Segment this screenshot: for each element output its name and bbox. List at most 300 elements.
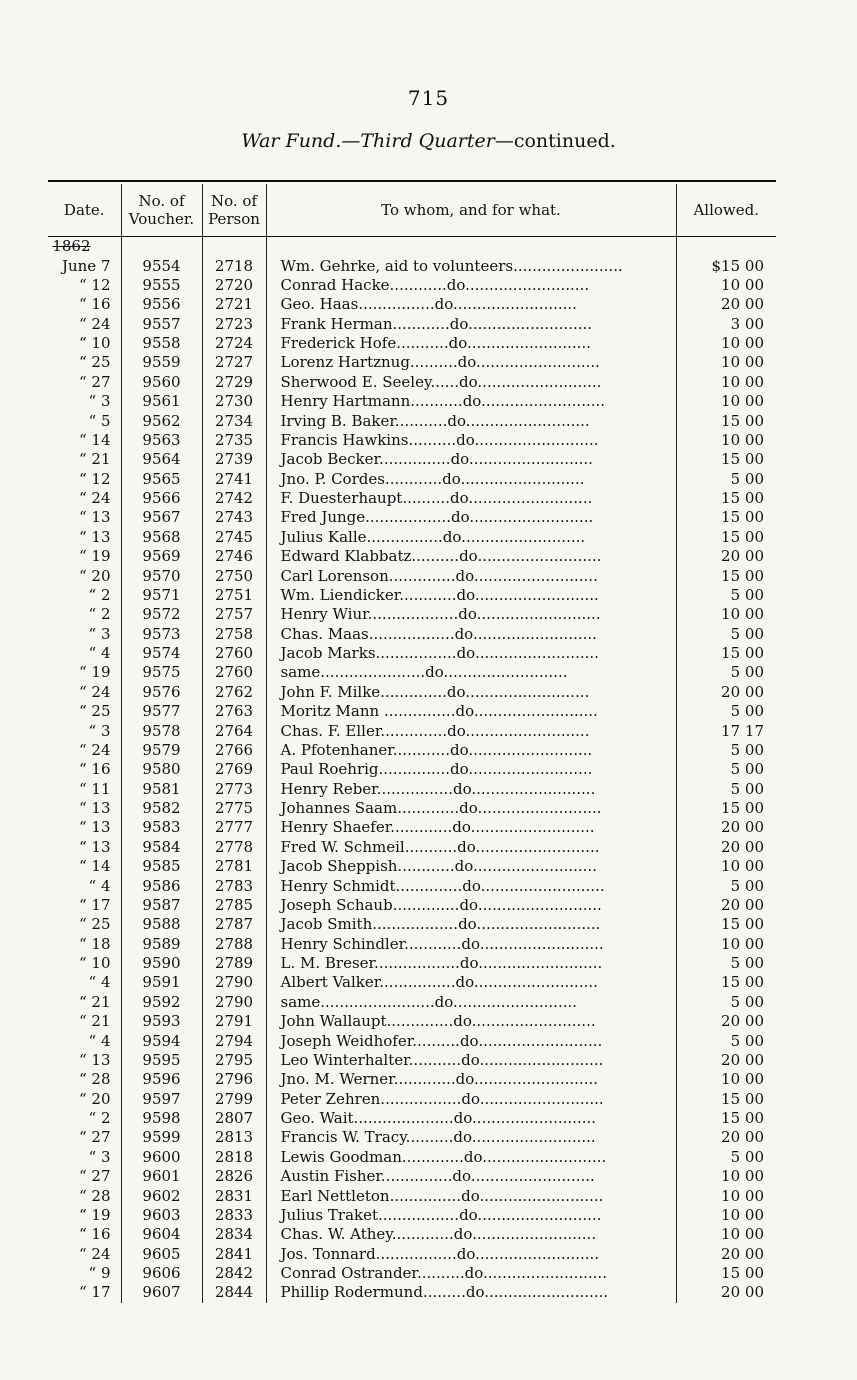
row-recipient: Albert Valker................do.......................... <box>266 973 676 992</box>
row-person-number: 2760 <box>202 663 266 682</box>
row-recipient: Henry Shaefer.............do.......................... <box>266 818 676 837</box>
row-amount-allowed: 10 00 <box>721 1225 764 1244</box>
row-voucher-number: 9568 <box>121 528 202 547</box>
ledger-row <box>48 818 776 837</box>
row-date: “ 17 <box>48 1283 121 1302</box>
row-recipient: Edward Klabbatz..........do.......................... <box>266 547 676 566</box>
row-voucher-number: 9565 <box>121 470 202 489</box>
row-person-number: 2762 <box>202 683 266 702</box>
row-voucher-number: 9601 <box>121 1167 202 1186</box>
row-person-number: 2788 <box>202 935 266 954</box>
row-voucher-number: 9599 <box>121 1128 202 1147</box>
row-amount-allowed: 20 00 <box>721 547 764 566</box>
row-recipient: Joseph Weidhofer..........do.......................... <box>266 1031 676 1050</box>
row-date: “ 13 <box>48 818 121 837</box>
row-voucher-number: 9569 <box>121 547 202 566</box>
ledger-row <box>48 1206 776 1225</box>
row-recipient: same........................do.......................... <box>266 993 676 1012</box>
row-recipient: Henry Wiur...................do.......................... <box>266 605 676 624</box>
row-recipient: Sherwood E. Seeley......do.......................... <box>266 373 676 392</box>
row-person-number: 2833 <box>202 1206 266 1225</box>
row-voucher-number: 9582 <box>121 799 202 818</box>
row-person-number: 2842 <box>202 1264 266 1283</box>
ledger-row <box>48 973 776 992</box>
row-recipient: Jno. M. Werner.............do.......................... <box>266 1070 676 1089</box>
row-person-number: 2778 <box>202 838 266 857</box>
row-voucher-number: 9570 <box>121 566 202 585</box>
row-date: “ 13 <box>48 508 121 527</box>
row-date: “ 16 <box>48 295 121 314</box>
ledger-row <box>48 586 776 605</box>
row-amount-allowed: 15 00 <box>721 1109 764 1128</box>
row-recipient: Jos. Tonnard.................do.......................... <box>266 1245 676 1264</box>
row-amount-allowed: 20 00 <box>721 818 764 837</box>
row-person-number: 2727 <box>202 353 266 372</box>
row-recipient: Jacob Becker...............do.......................... <box>266 450 676 469</box>
row-person-number: 2789 <box>202 954 266 973</box>
row-date: “ 19 <box>48 1206 121 1225</box>
row-amount-allowed: 5 00 <box>730 585 764 604</box>
row-date: “ 3 <box>48 1148 121 1167</box>
row-amount-allowed: 10 00 <box>721 857 764 876</box>
row-date: “ 3 <box>48 392 121 411</box>
ledger-row <box>48 1051 776 1070</box>
row-amount-allowed: 5 00 <box>730 740 764 759</box>
row-recipient: Frederick Hofe...........do.......................... <box>266 334 676 353</box>
row-recipient: Johannes Saam.............do.......................... <box>266 799 676 818</box>
row-voucher-number: 9579 <box>121 741 202 760</box>
header-person: No. of Person <box>202 184 266 237</box>
row-amount-allowed: 5 00 <box>730 702 764 721</box>
row-amount-allowed: 15 00 <box>721 1264 764 1283</box>
ledger-row <box>48 683 776 702</box>
row-voucher-number: 9566 <box>121 489 202 508</box>
row-person-number: 2750 <box>202 566 266 585</box>
row-amount-allowed: 5 00 <box>730 954 764 973</box>
row-recipient: Julius Traket.................do.......................... <box>266 1206 676 1225</box>
row-date: “ 17 <box>48 896 121 915</box>
row-voucher-number: 9605 <box>121 1245 202 1264</box>
row-amount-allowed: 20 00 <box>721 1244 764 1263</box>
row-date: “ 27 <box>48 373 121 392</box>
row-voucher-number: 9564 <box>121 450 202 469</box>
row-date: June 7 <box>48 256 121 275</box>
row-amount-allowed: 5 00 <box>730 624 764 643</box>
ledger-row <box>48 353 776 372</box>
row-date: “ 19 <box>48 547 121 566</box>
row-date: “ 2 <box>48 1109 121 1128</box>
row-person-number: 2743 <box>202 508 266 527</box>
row-date: “ 10 <box>48 334 121 353</box>
row-voucher-number: 9606 <box>121 1264 202 1283</box>
row-voucher-number: 9575 <box>121 663 202 682</box>
row-amount-allowed: 20 00 <box>721 1012 764 1031</box>
row-amount-allowed: 20 00 <box>721 1283 764 1302</box>
row-person-number: 2807 <box>202 1109 266 1128</box>
row-voucher-number: 9587 <box>121 896 202 915</box>
row-amount-allowed: 5 00 <box>730 663 764 682</box>
row-person-number: 2730 <box>202 392 266 411</box>
row-voucher-number: 9603 <box>121 1206 202 1225</box>
row-recipient: Geo. Haas................do.......................... <box>266 295 676 314</box>
row-person-number: 2841 <box>202 1245 266 1264</box>
row-person-number: 2773 <box>202 780 266 799</box>
row-amount-allowed: 10 00 <box>721 1167 764 1186</box>
ledger-row <box>48 1283 776 1302</box>
row-recipient: Chas. W. Athey.............do.......................... <box>266 1225 676 1244</box>
row-voucher-number: 9586 <box>121 876 202 895</box>
ledger-row <box>48 295 776 314</box>
row-amount-allowed: 5 00 <box>730 469 764 488</box>
row-voucher-number: 9571 <box>121 586 202 605</box>
row-voucher-number: 9593 <box>121 1012 202 1031</box>
row-date: “ 14 <box>48 857 121 876</box>
page-title-continued: —continued. <box>494 130 616 152</box>
row-date: “ 24 <box>48 741 121 760</box>
row-amount-allowed: 15 00 <box>721 508 764 527</box>
row-amount-allowed: 20 00 <box>721 1128 764 1147</box>
row-recipient: Irving B. Baker...........do.......................... <box>266 411 676 430</box>
row-date: “ 14 <box>48 431 121 450</box>
top-rule <box>48 180 776 182</box>
row-recipient: Henry Schmidt..............do.......................... <box>266 876 676 895</box>
row-date: “ 20 <box>48 566 121 585</box>
page-title <box>0 130 857 152</box>
row-amount-allowed: 15 00 <box>721 566 764 585</box>
row-person-number: 2790 <box>202 993 266 1012</box>
row-voucher-number: 9572 <box>121 605 202 624</box>
row-amount-allowed: 15 00 <box>721 1089 764 1108</box>
ledger-row <box>48 605 776 624</box>
row-voucher-number: 9577 <box>121 702 202 721</box>
row-date: “ 12 <box>48 470 121 489</box>
ledger-row <box>48 1128 776 1147</box>
row-amount-allowed: 15 00 <box>721 644 764 663</box>
row-person-number: 2783 <box>202 876 266 895</box>
row-date: “ 13 <box>48 838 121 857</box>
row-voucher-number: 9560 <box>121 373 202 392</box>
row-person-number: 2718 <box>202 256 266 275</box>
ledger-row <box>48 702 776 721</box>
row-recipient: Lorenz Hartznug..........do.......................... <box>266 353 676 372</box>
row-amount-allowed: 10 00 <box>721 353 764 372</box>
row-date: “ 21 <box>48 993 121 1012</box>
row-amount-allowed: 5 00 <box>730 779 764 798</box>
ledger-row <box>48 528 776 547</box>
ledger-row <box>48 1148 776 1167</box>
row-person-number: 2751 <box>202 586 266 605</box>
row-amount-allowed: 20 00 <box>721 1050 764 1069</box>
row-date: “ 11 <box>48 780 121 799</box>
row-voucher-number: 9595 <box>121 1051 202 1070</box>
row-recipient: Francis Hawkins..........do.......................... <box>266 431 676 450</box>
row-amount-allowed: 15 00 <box>721 450 764 469</box>
row-voucher-number: 9600 <box>121 1148 202 1167</box>
row-person-number: 2834 <box>202 1225 266 1244</box>
row-date: “ 27 <box>48 1167 121 1186</box>
row-person-number: 2764 <box>202 721 266 740</box>
row-voucher-number: 9590 <box>121 954 202 973</box>
row-date: “ 18 <box>48 935 121 954</box>
ledger-row <box>48 1070 776 1089</box>
ledger-row <box>48 276 776 295</box>
year-label: 1862 <box>52 237 91 256</box>
row-amount-allowed: 10 00 <box>721 392 764 411</box>
row-person-number: 2734 <box>202 411 266 430</box>
page-number: 715 <box>407 86 450 110</box>
row-amount-allowed: 5 00 <box>730 760 764 779</box>
row-person-number: 2760 <box>202 644 266 663</box>
row-recipient: Geo. Wait.....................do.......................... <box>266 1109 676 1128</box>
row-voucher-number: 9576 <box>121 683 202 702</box>
row-person-number: 2769 <box>202 760 266 779</box>
row-date: “ 2 <box>48 586 121 605</box>
row-amount-allowed: 10 00 <box>721 1205 764 1224</box>
row-amount-allowed: 3 00 <box>730 314 764 333</box>
ledger-row <box>48 373 776 392</box>
row-amount-allowed: 15 00 <box>721 527 764 546</box>
row-date: “ 4 <box>48 876 121 895</box>
ledger-table <box>48 184 776 1303</box>
row-voucher-number: 9591 <box>121 973 202 992</box>
row-date: “ 24 <box>48 1245 121 1264</box>
ledger-row <box>48 857 776 876</box>
row-recipient: Francis W. Tracy..........do.......................... <box>266 1128 676 1147</box>
page-title-fund: War Fund.—Third Quarter <box>241 130 495 152</box>
row-recipient: Phillip Rodermund.........do.......................... <box>266 1283 676 1302</box>
row-date: “ 5 <box>48 411 121 430</box>
year-cell <box>48 237 121 257</box>
row-date: “ 13 <box>48 799 121 818</box>
row-date: “ 4 <box>48 644 121 663</box>
row-person-number: 2763 <box>202 702 266 721</box>
row-recipient: Fred Junge..................do.......................... <box>266 508 676 527</box>
row-amount-allowed: 20 00 <box>721 682 764 701</box>
row-voucher-number: 9559 <box>121 353 202 372</box>
row-voucher-number: 9583 <box>121 818 202 837</box>
row-voucher-number: 9558 <box>121 334 202 353</box>
row-voucher-number: 9585 <box>121 857 202 876</box>
row-recipient: Henry Schindler............do.......................... <box>266 935 676 954</box>
row-date: “ 21 <box>48 450 121 469</box>
row-voucher-number: 9604 <box>121 1225 202 1244</box>
row-date: “ 16 <box>48 1225 121 1244</box>
ledger-row <box>48 780 776 799</box>
ledger-row <box>48 954 776 973</box>
row-recipient: Conrad Ostrander..........do.......................... <box>266 1264 676 1283</box>
ledger-row <box>48 625 776 644</box>
header-voucher: No. of Voucher. <box>121 184 202 237</box>
row-date: “ 16 <box>48 760 121 779</box>
row-date: “ 13 <box>48 1051 121 1070</box>
row-recipient: same......................do.......................... <box>266 663 676 682</box>
row-date: “ 25 <box>48 702 121 721</box>
ledger-row <box>48 1012 776 1031</box>
row-amount-allowed: $15 00 <box>711 256 764 275</box>
row-recipient: Paul Roehrig...............do.......................... <box>266 760 676 779</box>
row-date: “ 3 <box>48 721 121 740</box>
ledger-row <box>48 547 776 566</box>
row-recipient: Wm. Liendicker............do.......................... <box>266 586 676 605</box>
row-recipient: Joseph Schaub..............do.......................... <box>266 896 676 915</box>
row-date: “ 25 <box>48 915 121 934</box>
row-recipient: Chas. F. Eller..............do.......................... <box>266 721 676 740</box>
row-person-number: 2844 <box>202 1283 266 1302</box>
row-date: “ 10 <box>48 954 121 973</box>
row-recipient: Conrad Hacke............do.......................... <box>266 276 676 295</box>
row-date: “ 19 <box>48 663 121 682</box>
ledger-row <box>48 256 776 275</box>
ledger-body <box>48 237 776 1303</box>
ledger-row <box>48 1167 776 1186</box>
ledger-row <box>48 1225 776 1244</box>
ledger-row <box>48 741 776 760</box>
row-person-number: 2794 <box>202 1031 266 1050</box>
row-recipient: Peter Zehren.................do.......................... <box>266 1090 676 1109</box>
row-amount-allowed: 5 00 <box>730 992 764 1011</box>
row-voucher-number: 9578 <box>121 721 202 740</box>
ledger-row <box>48 760 776 779</box>
ledger-row <box>48 935 776 954</box>
row-amount-allowed: 5 00 <box>730 1031 764 1050</box>
ledger-row <box>48 644 776 663</box>
row-recipient: Wm. Gehrke, aid to volunteers....................... <box>266 256 676 275</box>
row-person-number: 2757 <box>202 605 266 624</box>
row-voucher-number: 9567 <box>121 508 202 527</box>
year-row <box>48 237 776 257</box>
row-recipient: Jno. P. Cordes............do.......................... <box>266 470 676 489</box>
row-recipient: Frank Herman............do.......................... <box>266 315 676 334</box>
row-person-number: 2720 <box>202 276 266 295</box>
row-amount-allowed: 20 00 <box>721 895 764 914</box>
row-voucher-number: 9581 <box>121 780 202 799</box>
row-recipient: Earl Nettleton...............do.......................... <box>266 1186 676 1205</box>
row-recipient: F. Duesterhaupt..........do.......................... <box>266 489 676 508</box>
row-date: “ 25 <box>48 353 121 372</box>
row-person-number: 2775 <box>202 799 266 818</box>
ledger-row <box>48 1109 776 1128</box>
row-recipient: Julius Kalle................do.......................... <box>266 528 676 547</box>
row-person-number: 2739 <box>202 450 266 469</box>
row-date: “ 13 <box>48 528 121 547</box>
row-recipient: John F. Milke..............do.......................... <box>266 683 676 702</box>
ledger-row <box>48 566 776 585</box>
ledger-row <box>48 431 776 450</box>
row-date: “ 4 <box>48 973 121 992</box>
row-recipient: John Wallaupt..............do.......................... <box>266 1012 676 1031</box>
row-amount-allowed: 20 00 <box>721 837 764 856</box>
row-amount-allowed: 10 00 <box>721 1186 764 1205</box>
row-date: “ 27 <box>48 1128 121 1147</box>
row-voucher-number: 9598 <box>121 1109 202 1128</box>
ledger-row <box>48 470 776 489</box>
row-recipient: Jacob Smith..................do.......................... <box>266 915 676 934</box>
ledger-row <box>48 1031 776 1050</box>
row-voucher-number: 9602 <box>121 1186 202 1205</box>
row-amount-allowed: 10 00 <box>721 275 764 294</box>
row-person-number: 2818 <box>202 1148 266 1167</box>
row-person-number: 2787 <box>202 915 266 934</box>
row-person-number: 2745 <box>202 528 266 547</box>
row-voucher-number: 9563 <box>121 431 202 450</box>
row-recipient: L. M. Breser..................do.......................... <box>266 954 676 973</box>
row-date: “ 2 <box>48 605 121 624</box>
row-voucher-number: 9555 <box>121 276 202 295</box>
ledger-row <box>48 721 776 740</box>
row-amount-allowed: 15 00 <box>721 973 764 992</box>
ledger-row <box>48 315 776 334</box>
row-date: “ 28 <box>48 1070 121 1089</box>
row-person-number: 2742 <box>202 489 266 508</box>
row-amount-allowed: 15 00 <box>721 799 764 818</box>
row-date: “ 3 <box>48 625 121 644</box>
header-allowed: Allowed. <box>676 184 776 237</box>
ledger-row <box>48 1090 776 1109</box>
row-amount-allowed: 15 00 <box>721 489 764 508</box>
row-date: “ 28 <box>48 1186 121 1205</box>
row-person-number: 2729 <box>202 373 266 392</box>
row-voucher-number: 9607 <box>121 1283 202 1302</box>
ledger-row <box>48 915 776 934</box>
row-amount-allowed: 10 00 <box>721 605 764 624</box>
row-voucher-number: 9589 <box>121 935 202 954</box>
row-voucher-number: 9594 <box>121 1031 202 1050</box>
row-amount-allowed: 10 00 <box>721 1070 764 1089</box>
row-voucher-number: 9556 <box>121 295 202 314</box>
row-person-number: 2831 <box>202 1186 266 1205</box>
row-person-number: 2791 <box>202 1012 266 1031</box>
ledger-row <box>48 896 776 915</box>
ledger-row <box>48 1264 776 1283</box>
row-date: “ 12 <box>48 276 121 295</box>
row-amount-allowed: 5 00 <box>730 876 764 895</box>
row-recipient: Henry Reber................do.......................... <box>266 780 676 799</box>
row-date: “ 4 <box>48 1031 121 1050</box>
row-person-number: 2746 <box>202 547 266 566</box>
row-recipient: Moritz Mann ...............do.......................... <box>266 702 676 721</box>
row-amount-allowed: 15 00 <box>721 411 764 430</box>
row-recipient: Jacob Sheppish............do.......................... <box>266 857 676 876</box>
row-person-number: 2723 <box>202 315 266 334</box>
row-recipient: Carl Lorenson..............do.......................... <box>266 566 676 585</box>
ledger-row <box>48 799 776 818</box>
row-voucher-number: 9597 <box>121 1090 202 1109</box>
row-date: “ 24 <box>48 315 121 334</box>
row-person-number: 2813 <box>202 1128 266 1147</box>
ledger-row <box>48 489 776 508</box>
row-voucher-number: 9554 <box>121 256 202 275</box>
row-person-number: 2766 <box>202 741 266 760</box>
ledger-row <box>48 1186 776 1205</box>
row-voucher-number: 9596 <box>121 1070 202 1089</box>
row-person-number: 2777 <box>202 818 266 837</box>
row-amount-allowed: 17 17 <box>721 721 764 740</box>
row-amount-allowed: 10 00 <box>721 372 764 391</box>
row-recipient: Austin Fisher...............do.......................... <box>266 1167 676 1186</box>
row-recipient: Henry Hartmann...........do.......................... <box>266 392 676 411</box>
row-voucher-number: 9573 <box>121 625 202 644</box>
row-voucher-number: 9584 <box>121 838 202 857</box>
row-recipient: Jacob Marks.................do.......................... <box>266 644 676 663</box>
row-amount-allowed: 10 00 <box>721 430 764 449</box>
row-recipient: Leo Winterhalter...........do.......................... <box>266 1051 676 1070</box>
row-person-number: 2785 <box>202 896 266 915</box>
row-date: “ 24 <box>48 683 121 702</box>
ledger-row <box>48 392 776 411</box>
row-voucher-number: 9574 <box>121 644 202 663</box>
row-recipient: Lewis Goodman.............do.......................... <box>266 1148 676 1167</box>
row-amount-allowed: 10 00 <box>721 334 764 353</box>
